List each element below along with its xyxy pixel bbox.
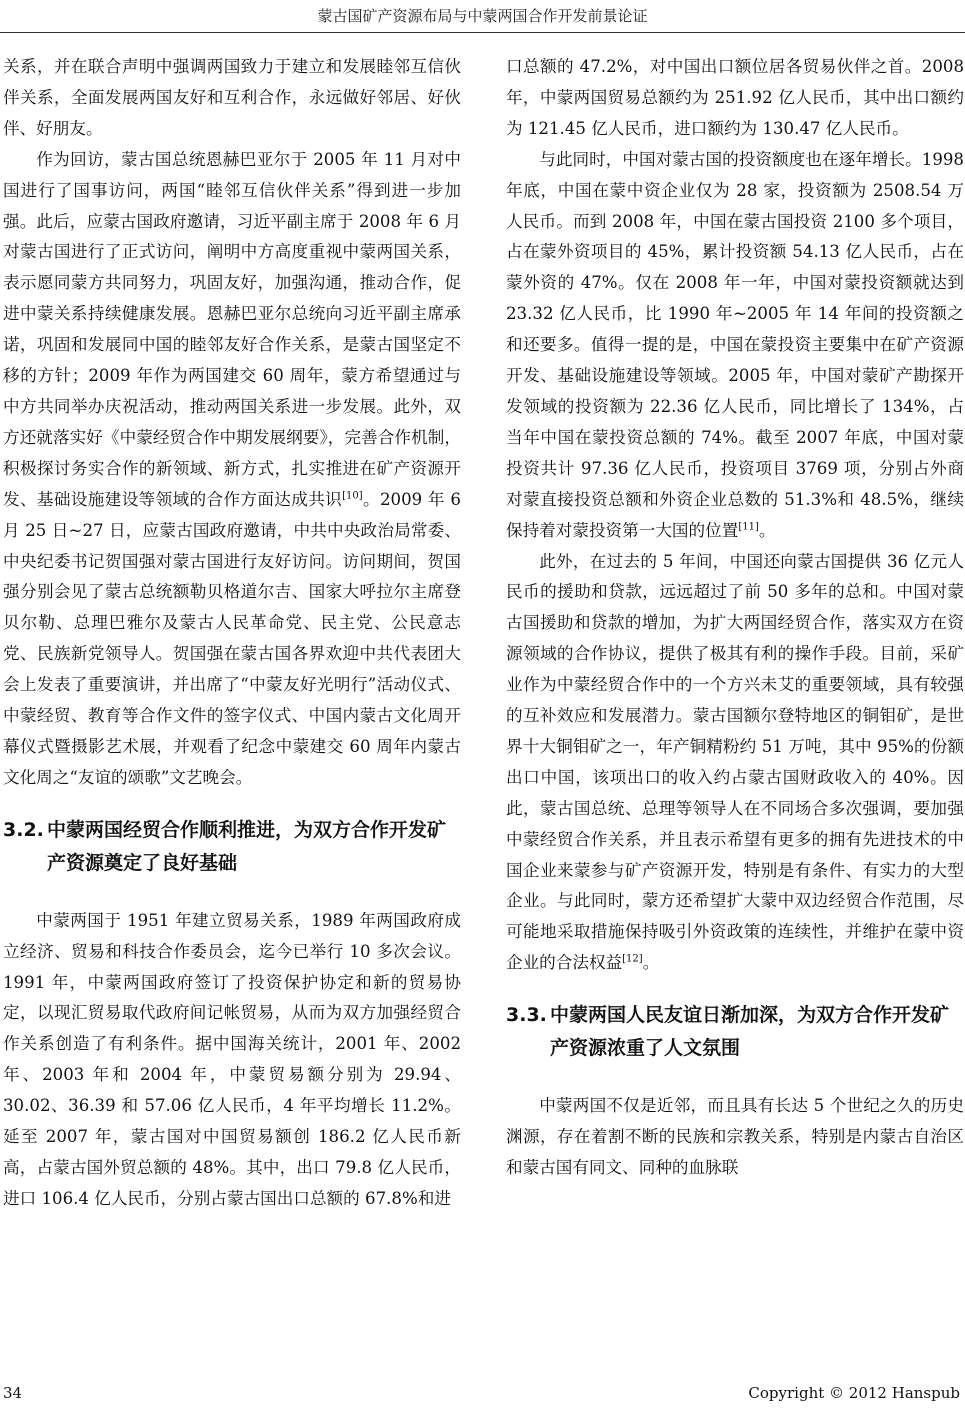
citation-ref-12[interactable]: [12] xyxy=(622,953,643,965)
paragraph-state-visits xyxy=(3,145,461,794)
paragraph-text: 此外，在过去的 5 年间，中国还向蒙古国提供 36 亿元人民币的援助和贷款，远远超过了前 50 多年的总和。中国对蒙古国援助和贷款的增加，为扩大两国经贸合作，落实双方在资源领域的合作协议，提供了极其有利的操作手段。目前，采矿业作为中蒙经贸合作中的一个方兴未艾的重要领域，具有较强的互补效应和发展潜力。蒙古国额尔登特地区的铜钼矿，是世界十大铜钼矿之一，年产铜精粉约 51 万吨，其中 95%的份额出口中国，该项出口的收入约占蒙古国财政收入的 40%。因此，蒙古国总统、总理等领导人在不同场合多次强调，要加强中蒙经贸合作关系，并且表示希望有更多的拥有先进技术的中国企业来蒙参与矿产资源开发，特别是有条件、有实力的大型企业。与此同时，蒙方还希望扩大蒙中双边经贸合作范围，尽可能地采取措施保持吸引外资政策的连续性，并维护在蒙中资企业的合法权益 xyxy=(506,551,964,973)
paragraph-text: 。 xyxy=(642,953,660,973)
paragraph-friendship: 中蒙两国不仅是近邻，而且具有长达 5 个世纪之久的历史渊源，存在着割不断的民族和宗教关系，特别是内蒙古自治区和蒙古国有同文、同种的血脉联 xyxy=(506,1096,964,1177)
citation-ref-11[interactable]: [11] xyxy=(738,521,759,533)
header-rule xyxy=(0,32,965,33)
section-heading-3-2 xyxy=(3,814,461,880)
paragraph-aid-and-mining xyxy=(506,547,964,980)
section-number: 3.2. xyxy=(3,818,44,841)
section-heading-3-3 xyxy=(506,999,964,1065)
paragraph-diplomacy-continued: 关系，并在联合声明中强调两国致力于建立和发展睦邻互信伙伴关系，全面发展两国友好和互利合作，永远做好邻居、好伙伴、好朋友。 xyxy=(3,57,461,138)
citation-ref-10[interactable]: [10] xyxy=(342,490,363,502)
copyright-notice: Copyright © 2012 Hanspub xyxy=(748,1384,960,1402)
right-column xyxy=(506,52,964,1184)
page-number: 34 xyxy=(3,1384,23,1402)
section-title: 中蒙两国人民友谊日渐加深，为双方合作开发矿产资源浓重了人文氛围 xyxy=(550,1004,950,1060)
paragraph-trade-continued: 口总额的 47.2%，对中国出口额位居各贸易伙伴之首。2008 年，中蒙两国贸易总额约为 251.92 亿人民币，其中出口额约为 121.45 亿人民币，进口额约为 130.47 亿人民币。 xyxy=(506,57,964,138)
paragraph-trade-relations: 中蒙两国于 1951 年建立贸易关系，1989 年两国政府成立经济、贸易和科技合作委员会，迄今已举行 10 多次会议。1991 年，中蒙两国政府签订了投资保护协定和新的贸易协定，以现汇贸易取代政府间记帐贸易，从而为双方加强经贸合作关系创造了有利条件。据中国海关统计，2001 年、2002 年、2003 年和 2004 年，中蒙贸易额分别为 29.94、30.02、36.39 和 57.06 亿人民币，4 年平均增长 11.2%。延至 2007 年，蒙古国对中国贸易额创 186.2 亿人民币新高，占蒙古国外贸总额的 48%。其中，出口 79.8 亿人民币，进口 106.4 亿人民币，分别占蒙古国出口总额的 67.8%和进 xyxy=(3,910,461,1208)
paragraph-investment xyxy=(506,145,964,547)
paragraph-text: 作为回访，蒙古国总统恩赫巴亚尔于 2005 年 11 月对中国进行了国事访问，两国“睦邻互信伙伴关系”得到进一步加强。此后，应蒙古国政府邀请，习近平副主席于 2008 年 6 月对蒙古国进行了正式访问，阐明中方高度重视中蒙两国关系，表示愿同蒙方共同努力，巩固友好，加强沟通，推动合作，促进中蒙关系持续健康发展。恩赫巴亚尔总统向习近平副主席承诺，巩固和发展同中国的睦邻友好合作关系，是蒙古国坚定不移的方针；2009 年作为两国建交 60 周年，蒙方希望通过与中方共同举办庆祝活动，推动两国关系进一步发展。此外，双方还就落实好《中蒙经贸合作中期发展纲要》，完善合作机制，积极探讨务实合作的新领域、新方式，扎实推进在矿产资源开发、基础设施建设等领域的合作方面达成共识 xyxy=(3,149,461,509)
paragraph-text: 。2009 年 6 月 25 日~27 日，应蒙古国政府邀请，中共中央政治局常委、中央纪委书记贺国强对蒙古国进行友好访问。访问期间，贺国强分别会见了蒙古总统额勒贝格道尔吉、国家大呼拉尔主席登贝尔勒、总理巴雅尔及蒙古人民革命党、民主党、公民意志党、民族新党领导人。贺国强在蒙古国各界欢迎中共代表团大会上发表了重要演讲，并出席了“中蒙友好光明行”活动仪式、中蒙经贸、教育等合作文件的签字仪式、中国内蒙古文化周开幕仪式暨摄影艺术展，并观看了纪念中蒙建交 60 周年内蒙古文化周之“友谊的颂歌”文艺晚会。 xyxy=(3,489,461,787)
section-title: 中蒙两国经贸合作顺利推进，为双方合作开发矿产资源奠定了良好基础 xyxy=(47,818,447,874)
running-header: 蒙古国矿产资源布局与中蒙两国合作开发前景论证 xyxy=(317,7,648,25)
paragraph-text: 。 xyxy=(758,520,776,540)
section-number: 3.3. xyxy=(506,1004,547,1027)
left-column xyxy=(3,52,461,1215)
paragraph-text: 与此同时，中国对蒙古国的投资额度也在逐年增长。1998 年底，中国在蒙中资企业仅为 28 家，投资额为 2508.54 万人民币。而到 2008 年，中国在蒙古国投资 2100 多个项目，占在蒙外资项目的 45%，累计投资额 54.13 亿人民币，占在蒙外资的 47%。仅在 2008 年一年，中国对蒙投资额就达到 23.32 亿人民币，比 1990 年~2005 年 14 年间的投资额之和还要多。值得一提的是，中国在蒙投资主要集中在矿产资源开发、基础设施建设等领域。2005 年，中国对蒙矿产勘探开发领域的投资额为 22.36 亿人民币，同比增长了 134%，占当年中国在蒙投资总额的 74%。截至 2007 年底，中国对蒙投资共计 97.36 亿人民币，投资项目 3769 项，分别占外商对蒙直接投资总额和外资企业总数的 51.3%和 48.5%，继续保持着对蒙投资第一大国的位置 xyxy=(506,149,964,540)
